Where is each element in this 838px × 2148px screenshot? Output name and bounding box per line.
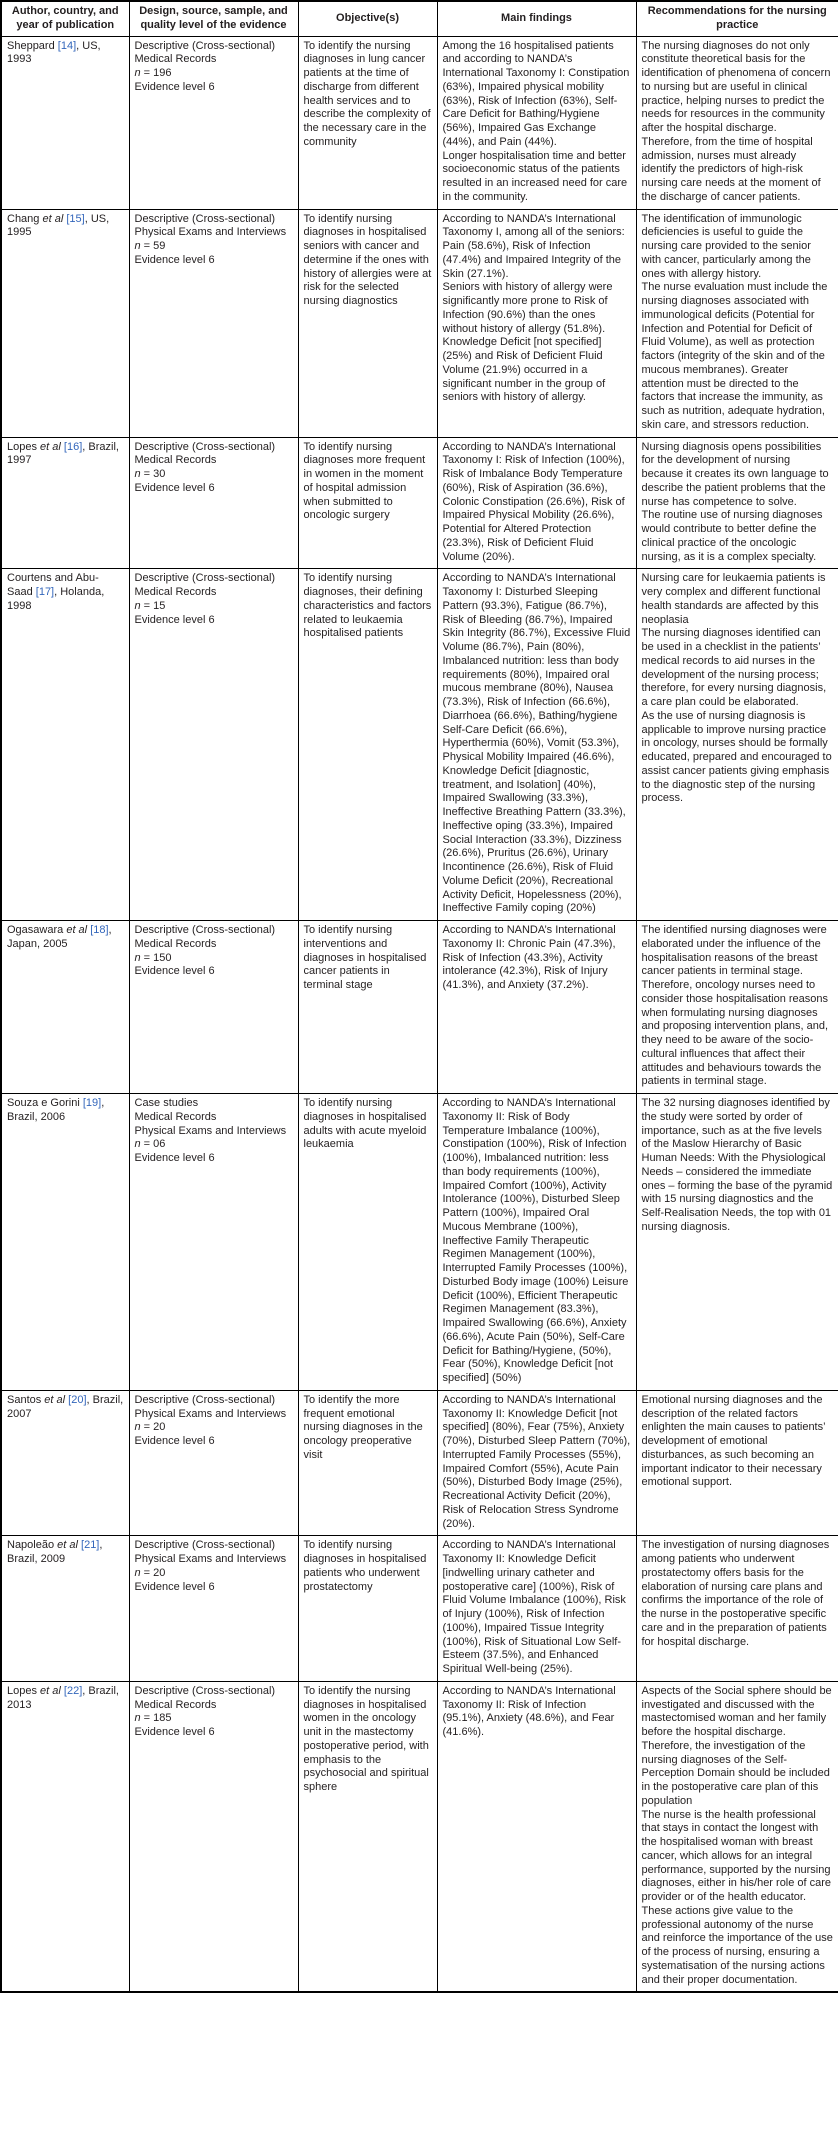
design-line: Descriptive (Cross-sectional): [134, 440, 276, 453]
author-name: Lopes: [7, 1684, 37, 1697]
author-name: Chang: [7, 212, 40, 225]
objective-text: To identify the nursing diagnoses in lung cancer patients at the time of discharge from different health services and to describe the complexity of the necessary care in the community: [303, 39, 431, 148]
design-line: Evidence level 6: [134, 481, 215, 494]
author-rest: , Brazil, 2007: [7, 1393, 124, 1420]
findings-paragraph: According to NANDA’s International Taxonomy II: Knowledge Deficit [not specified] (80%), Fear (75%), Anxiety (70%), Disturbed Sleep Pattern (70%), Interrupted Family Processes (55%), Impaired Comfort (55%), Acute Pain (50%), Disturbed Body Image (25%), Recreational Activity Deficit (20%), Risk of Relocation Stress Syndrome (20%).: [442, 1393, 631, 1530]
design-line: Physical Exams and Interviews: [134, 226, 287, 239]
cell-design: [129, 921, 298, 1094]
column-header-design: Design, source, sample, and quality level of the evidence: [129, 1, 298, 36]
cell-recommendations: [636, 1094, 838, 1391]
findings-paragraph: Among the 16 hospitalised patients and according to NANDA’s International Taxonomy I: Constipation (63%), Impaired physical mobility (63%), Risk of Infection (63%), Self-Care Deficit for Bathing/Hygiene (56%), Impaired Gas Exchange (44%), and Pain (44%).: [442, 39, 630, 148]
design-line: n = 59: [134, 240, 166, 252]
cell-recommendations: [636, 437, 838, 569]
cell-findings: [437, 921, 636, 1094]
design-line: Evidence level 6: [134, 253, 215, 266]
recommendations-paragraph: The identified nursing diagnoses were elaborated under the influence of the hospitalisation reasons of the breast cancer patients in terminal stage. Therefore, oncology nurses need to consider those hospitalisation reasons when formulating nursing diagnoses and proposing intervention plans, and, they need to be aware of the socio-cultural influences that affect their attitudes and behaviours towards the patients in terminal stage.: [641, 924, 829, 1088]
cell-recommendations: [636, 209, 838, 437]
column-header-recommendations: Recommendations for the nursing practice: [636, 1, 838, 36]
cell-recommendations: [636, 921, 838, 1094]
objective-text: To identify nursing diagnoses in hospitalised adults with acute myeloid leukaemia: [303, 1097, 427, 1151]
author-rest: , Brazil, 2013: [7, 1684, 119, 1711]
findings-paragraph: According to NANDA’s International Taxonomy II: Chronic Pain (47.3%), Risk of Infection (43.3%), Activity intolerance (42.3%), Risk of Injury (41.3%), and Anxiety (37.2%).: [442, 924, 616, 991]
author-name: Courtens and Abu-Saad: [7, 572, 99, 598]
author-rest: , Brazil, 2009: [7, 1539, 103, 1565]
recommendations-paragraph: The 32 nursing diagnoses identified by the study were sorted by order of importance, such as at the five levels of the Maslow Hierarchy of Basic Human Needs: With the Physiological Needs – considered the immediate ones – forming the base of the pyramid with 15 nursing diagnostics and the Self-Realisation Needs, the top with 01 nursing diagnosis.: [641, 1097, 833, 1233]
sample-size-n: n: [134, 240, 141, 252]
citation-link[interactable]: [16]: [63, 440, 83, 453]
design-line: n = 20: [134, 1566, 166, 1579]
design-line: Descriptive (Cross-sectional): [134, 1539, 276, 1552]
cell-design: [129, 437, 298, 569]
design-line: Descriptive (Cross-sectional): [134, 212, 276, 225]
cell-findings: [437, 437, 636, 569]
design-line: n = 196: [134, 67, 172, 79]
cell-findings: [437, 36, 636, 209]
column-header-objective: Objective(s): [298, 1, 437, 36]
cell-recommendations: [636, 1390, 838, 1536]
cell-findings: [437, 1094, 636, 1391]
table-row: [1, 921, 838, 1094]
design-line: Descriptive (Cross-sectional): [134, 1393, 276, 1406]
design-line: Evidence level 6: [134, 613, 215, 626]
cell-findings: [437, 1390, 636, 1536]
design-line: n = 150: [134, 951, 172, 964]
cell-author: [1, 209, 129, 437]
table-row: [1, 1536, 838, 1682]
findings-paragraph: According to NANDA’s International Taxonomy I: Risk of Infection (100%), Risk of Imbalance Body Temperature (60%), Risk of Aspiration (36.6%), Colonic Constipation (26.6%), Risk of Impaired Physical Mobility (26.6%), Potential for Altered Protection (23.3%), Risk of Deficient Fluid Volume (20%).: [442, 440, 625, 563]
author-name: Santos: [7, 1393, 42, 1406]
cell-objective: [298, 1536, 437, 1682]
cell-design: [129, 209, 298, 437]
author-etal: et al: [41, 1393, 66, 1406]
cell-objective: [298, 569, 437, 921]
cell-objective: [298, 1681, 437, 1992]
author-name: Souza e Gorini: [7, 1097, 80, 1109]
recommendations-paragraph: The nurse is the health professional that stays in contact the longest with the hospitalised woman with breast cancer, which allows for an integral performance, supported by the nursing diagnoses, either in his/her role of care provider or of the health educator. These actions give value to the professional autonomy of the nurse and reinforce the importance of the use of the process of nursing, ensuring a systematisation of the nursing actions and their proper documentation.: [641, 1808, 833, 1986]
cell-author: [1, 1094, 129, 1391]
cell-objective: [298, 921, 437, 1094]
design-line: Descriptive (Cross-sectional): [134, 39, 276, 52]
author-etal: et al: [36, 440, 61, 453]
findings-paragraph: Seniors with history of allergy were significantly more prone to Risk of Infection (90.6%) than the ones without history of allergy (51.8%).: [442, 281, 613, 335]
sample-size-n: n: [134, 1138, 141, 1151]
author-rest: , Brazil, 2006: [7, 1097, 105, 1123]
findings-paragraph: According to NANDA’s International Taxonomy II: Risk of Infection (95.1%), Anxiety (48.6%), and Fear (41.6%).: [442, 1684, 616, 1738]
findings-paragraph: Longer hospitalisation time and better socioeconomic status of the patients resulted in an increased need for care in the community.: [442, 149, 628, 203]
citation-link[interactable]: [20]: [68, 1393, 87, 1406]
recommendations-paragraph: Nursing care for leukaemia patients is very complex and different functional health standards are affected by this neoplasia: [641, 572, 826, 626]
cell-objective: [298, 209, 437, 437]
table-body: [1, 36, 838, 1992]
author-rest: , US, 1995: [7, 212, 110, 239]
column-header-findings: Main findings: [437, 1, 636, 36]
design-line: n = 185: [134, 1712, 172, 1725]
design-line: Evidence level 6: [134, 1726, 215, 1738]
author-name: Napoleão: [7, 1539, 55, 1552]
header-row: [1, 1, 838, 36]
cell-design: [129, 1094, 298, 1391]
design-line: Evidence level 6: [134, 1152, 215, 1164]
table-row: [1, 569, 838, 921]
author-rest: , Japan, 2005: [7, 924, 112, 950]
cell-findings: [437, 569, 636, 921]
design-line: Medical Records: [134, 53, 217, 66]
citation-link[interactable]: [18]: [90, 924, 109, 936]
cell-design: [129, 1681, 298, 1992]
recommendations-paragraph: Therefore, from the time of hospital admission, nurses must already identify the predictors of high-risk nursing care needs at the moment of the discharge of cancer patients.: [641, 135, 821, 203]
objective-text: To identify nursing diagnoses, their defining characteristics and factors related to leukaemia hospitalised patients: [303, 572, 432, 640]
author-name: Sheppard: [7, 39, 55, 52]
sample-size-n: n: [134, 468, 141, 480]
recommendations-paragraph: Nursing diagnosis opens possibilities for the development of nursing because it creates its own language to describe the patient problems that the nurse has competence to solve.: [641, 440, 829, 508]
cell-design: [129, 1390, 298, 1536]
recommendations-paragraph: Aspects of the Social sphere should be investigated and discussed with the mastectomised woman and her family before the hospital discharge. Therefore, the investigation of the nursing diagnoses of the Self-Perception Domain should be included in the postoperative care plan of this population: [641, 1684, 832, 1807]
recommendations-paragraph: The nursing diagnoses do not only constitute theoretical basis for the identification of phenomena of concern to nursing but are useful in clinical practice, helping nurses to predict the needs for resources in the community after the hospital discharge.: [641, 39, 831, 134]
citation-link[interactable]: [21]: [81, 1539, 100, 1552]
findings-paragraph: According to NANDA’s International Taxonomy I: Disturbed Sleeping Pattern (93.3%), Fatigue (86.7%), Risk of Bleeding (86.7%), Impaired Skin Integrity (86.7%), Excessive Fluid Volume (86.7%), Pain (80%), Imbalanced nutrition: less than body requirements (80%), Impaired oral mucous membrane (80%), Nausea (73.3%), Risk of Infection (66.6%), Diarrhoea (66.6%), Bathing/hygiene Self-Care Deficit (66.6%), Hyperthermia (60%), Vomit (53.3%), Physical Mobility Impaired (46.6%), Knowledge Deficit [diagnostic, treatment, and Isolation] (40%), Impaired Swallowing (33.3%), Ineffective Breathing Pattern (33.3%), Ineffective oping (33.3%), Impaired Social Interaction (33.3%), Dizziness (26.6%), Pruritus (26.6%), Urinary Incontinence (26.6%), Risk of Fluid Volume Deficit (20%), Recreational Activity Deficit, Hopelessness (20%), Ineffective Family coping (20%): [442, 572, 631, 915]
sample-size-n: n: [134, 1712, 141, 1725]
cell-recommendations: [636, 36, 838, 209]
table-row: [1, 1390, 838, 1536]
cell-recommendations: [636, 569, 838, 921]
cell-recommendations: [636, 1681, 838, 1992]
findings-paragraph: According to NANDA’s International Taxonomy II: Risk of Body Temperature Imbalance (100%), Constipation (100%), Risk of Infection (100%), Imbalanced nutrition: less than body requirements (100%), Impaired Comfort (100%), Activity Intolerance (100%), Disturbed Sleep Pattern (100%), Impaired Oral Mucous Membrane (100%), Ineffective Family Therapeutic Regimen Management (100%), Interrupted Family Processes (100%), Disturbed Body image (100%) Leisure Deficit (100%), Efficient Therapeutic Regimen Management (83.3%), Impaired Swallowing (66.6%), Anxiety (66.6%), Acute Pain (50%), Self-Care Deficit for Bathing/Hygiene, (50%), Fear (50%), Knowledge Deficit [not specified] (50%): [442, 1097, 629, 1384]
objective-text: To identify nursing diagnoses in hospitalised seniors with cancer and determine if the ones with history of allergies were at risk for the selected nursing diagnostics: [303, 212, 432, 307]
recommendations-paragraph: Emotional nursing diagnoses and the description of the related factors enlighten the main causes to patients’ development of emotional disturbances, as such becoming an important indicator to their necessary emotional support.: [641, 1393, 826, 1489]
cell-objective: [298, 36, 437, 209]
recommendations-paragraph: The nurse evaluation must include the nursing diagnoses associated with immunological deficits (Potential for Infection and Potential for Deficit of Fluid Volume), as well as protection factors (integrity of the skin and of the mucous membranes). Greater attention must be directed to the factors that increase the immunity, as such as nutrition, adequate hydration, skin care, and stressors reduction.: [641, 281, 828, 431]
recommendations-paragraph: The nursing diagnoses identified can be used in a checklist in the patients’ medical records to aid nurses in the development of the nursing process; therefore, for every nursing diagnosis, a care plan could be elaborated.: [641, 627, 827, 708]
cell-design: [129, 1536, 298, 1682]
table-row: [1, 437, 838, 569]
design-line: Evidence level 6: [134, 965, 215, 978]
findings-paragraph: Knowledge Deficit [not specified] (25%) and Risk of Deficient Fluid Volume (21.9%) occurred in a significant number in the group of seniors with history of allergy.: [442, 336, 606, 404]
author-name: Ogasawara: [7, 924, 64, 936]
design-line: Medical Records: [134, 454, 217, 467]
design-line: Evidence level 6: [134, 80, 215, 93]
sample-size-n: n: [134, 951, 141, 964]
citation-link[interactable]: [14]: [57, 39, 77, 52]
cell-author: [1, 569, 129, 921]
cell-design: [129, 569, 298, 921]
table-row: [1, 209, 838, 437]
author-rest: , Holanda, 1998: [7, 586, 105, 612]
citation-link[interactable]: [17]: [35, 586, 55, 598]
cell-findings: [437, 209, 636, 437]
table-row: [1, 1681, 838, 1992]
author-etal: et al: [36, 1684, 61, 1697]
citation-link[interactable]: [19]: [82, 1097, 102, 1109]
cell-findings: [437, 1681, 636, 1992]
recommendations-paragraph: The investigation of nursing diagnoses among patients who underwent prostatectomy offers basis for the elaboration of nursing care plans and confirms the importance of the role of the nurse in the postoperative specific care and in the preparation of patients for hospital discharge.: [641, 1539, 830, 1648]
objective-text: To identify the more frequent emotional nursing diagnoses in the oncology preoperative visit: [303, 1393, 423, 1461]
design-line: Descriptive (Cross-sectional): [134, 572, 276, 585]
design-line: Evidence level 6: [134, 1580, 215, 1593]
recommendations-paragraph: The identification of immunologic deficiencies is useful to guide the nursing care provided to the senior with cancer, particularly among the ones with allergy history.: [641, 212, 811, 280]
citation-link[interactable]: [22]: [63, 1684, 83, 1697]
author-etal: et al: [54, 1539, 78, 1552]
design-line: Medical Records: [134, 1698, 217, 1711]
design-line: Medical Records: [134, 586, 217, 598]
author-rest: , Brazil, 1997: [7, 440, 119, 467]
cell-objective: [298, 1390, 437, 1536]
design-line: Evidence level 6: [134, 1435, 215, 1447]
table-row: [1, 1094, 838, 1391]
design-line: n = 30: [134, 468, 166, 480]
design-line: Descriptive (Cross-sectional): [134, 924, 276, 936]
cell-author: [1, 437, 129, 569]
design-line: n = 15: [134, 599, 166, 612]
sample-size-n: n: [134, 67, 141, 79]
author-name: Lopes: [7, 440, 37, 453]
author-etal: et al: [39, 212, 64, 225]
cell-objective: [298, 437, 437, 569]
cell-design: [129, 36, 298, 209]
design-line: Physical Exams and Interviews: [134, 1553, 287, 1565]
cell-recommendations: [636, 1536, 838, 1682]
design-line: Medical Records: [134, 1110, 217, 1123]
objective-text: To identify nursing diagnoses more frequent in women in the moment of hospital admission when submitted to oncologic surgery: [303, 440, 426, 522]
findings-paragraph: According to NANDA’s International Taxonomy II: Knowledge Deficit [indwelling urinary catheter and postoperative care] (100%), Risk of Fluid Volume Imbalance (100%), Risk of Injury (100%), Risk of Infection (100%), Impaired Tissue Integrity (100%), Risk of Situational Low Self-Esteem (37.5%), and Enhanced Spiritual Well-being (25%).: [442, 1539, 626, 1675]
design-line: Descriptive (Cross-sectional): [134, 1684, 276, 1697]
cell-author: [1, 1681, 129, 1992]
recommendations-paragraph: As the use of nursing diagnosis is applicable to improve nursing practice in oncology, nurses should be formally educated, prepared and encouraged to assist cancer patients giving emphasis to the diagnostic step of the nursing process.: [641, 709, 832, 805]
cell-author: [1, 36, 129, 209]
design-line: Medical Records: [134, 937, 217, 950]
citation-link[interactable]: [15]: [66, 212, 85, 225]
recommendations-paragraph: The routine use of nursing diagnoses would contribute to better define the clinical practice of the oncologic nursing, as it is a complex specialty.: [641, 509, 823, 563]
sample-size-n: n: [134, 599, 141, 612]
column-header-author: Author, country, and year of publication: [1, 1, 129, 36]
cell-author: [1, 921, 129, 1094]
objective-text: To identify nursing diagnoses in hospitalised patients who underwent prostatectomy: [303, 1539, 427, 1593]
cell-findings: [437, 1536, 636, 1682]
objective-text: To identify the nursing diagnoses in hospitalised women in the oncology unit in the mastectomy postoperative period, with emphasis to the psychosocial and spiritual sphere: [303, 1684, 429, 1793]
author-rest: , US, 1993: [7, 39, 101, 66]
design-line: n = 20: [134, 1421, 166, 1434]
findings-paragraph: According to NANDA’s International Taxonomy I, among all of the seniors: Pain (58.6%), Risk of Infection (47.4%) and Impaired Integrity of the Skin (27.1%).: [442, 212, 625, 280]
cell-author: [1, 1390, 129, 1536]
table-row: [1, 36, 838, 209]
design-line: Physical Exams and Interviews: [134, 1124, 287, 1137]
sample-size-n: n: [134, 1421, 141, 1434]
cell-objective: [298, 1094, 437, 1391]
design-line: n = 06: [134, 1138, 166, 1151]
design-line: Case studies: [134, 1097, 199, 1109]
cell-author: [1, 1536, 129, 1682]
design-line: Physical Exams and Interviews: [134, 1407, 287, 1420]
author-etal: et al: [63, 924, 88, 936]
sample-size-n: n: [134, 1566, 141, 1579]
objective-text: To identify nursing interventions and diagnoses in hospitalised cancer patients in terminal stage: [303, 924, 427, 991]
